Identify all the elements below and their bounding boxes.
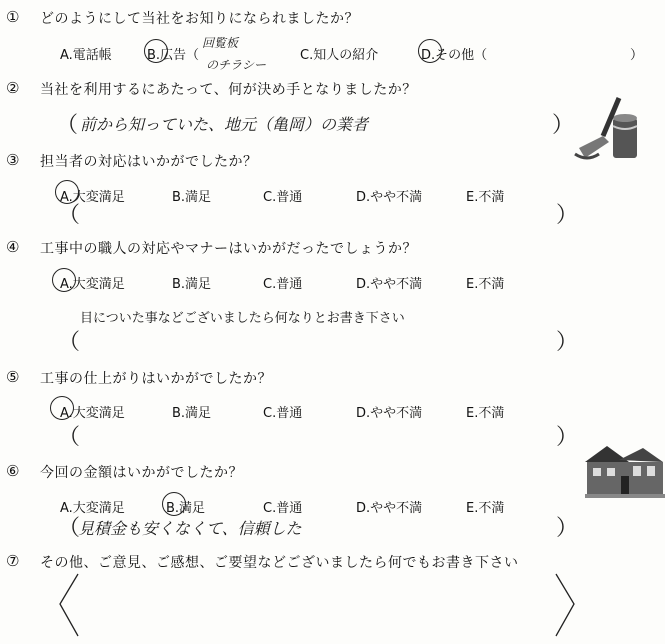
q4-number: ④ — [6, 238, 20, 256]
q6-handwritten-answer: 見積金も安くなくて、信頼した — [78, 519, 302, 538]
q4-comment-prompt: 目についた事などございましたら何なりとお書き下さい — [80, 311, 405, 326]
q5-option-a[interactable]: A.大変満足 — [60, 406, 125, 421]
q1-option-d[interactable]: D.その他（ — [421, 48, 488, 63]
q6-close-paren: ） — [556, 516, 579, 541]
q1-option-c[interactable]: C.知人の紹介 — [300, 48, 379, 63]
q7-number: ⑦ — [6, 552, 20, 570]
q3-option-a[interactable]: A.大変満足 — [60, 190, 125, 205]
q4-option-b[interactable]: B.満足 — [172, 277, 212, 292]
q5-open-paren: （ — [58, 425, 81, 450]
q1-option-a[interactable]: A.電話帳 — [60, 48, 112, 63]
q1-close-paren: ） — [630, 48, 644, 63]
q7-question: その他、ご意見、ご感想、ご要望などございましたら何でもお書き下さい — [40, 555, 519, 571]
q2-open-paren: （ — [56, 113, 79, 138]
q5-option-d[interactable]: D.やや不満 — [356, 406, 423, 421]
q3-option-b[interactable]: B.満足 — [172, 190, 212, 205]
q3-option-d[interactable]: D.やや不満 — [356, 190, 423, 205]
q5-close-paren: ） — [556, 425, 579, 450]
q6-option-b[interactable]: B.満足 — [166, 501, 206, 516]
q6-option-c[interactable]: C.普通 — [263, 501, 303, 516]
q4-option-e[interactable]: E.不満 — [466, 277, 505, 292]
q2-close-paren: ） — [552, 113, 575, 138]
q5-option-b[interactable]: B.満足 — [172, 406, 212, 421]
q6-option-e[interactable]: E.不満 — [466, 501, 505, 516]
q3-option-c[interactable]: C.普通 — [263, 190, 303, 205]
q3-number: ③ — [6, 151, 20, 169]
q4-option-c[interactable]: C.普通 — [263, 277, 303, 292]
q4-open-paren: （ — [58, 330, 81, 355]
q6-open-paren: （ — [58, 516, 81, 541]
q3-close-paren: ） — [556, 203, 579, 228]
q1-number: ① — [6, 8, 20, 26]
q6-option-d[interactable]: D.やや不満 — [356, 501, 423, 516]
q5-question: 工事の仕上がりはいかがでしたか？ — [40, 371, 272, 387]
q6-number: ⑥ — [6, 462, 20, 480]
q2-number: ② — [6, 79, 20, 97]
q6-option-a[interactable]: A.大変満足 — [60, 501, 125, 516]
q4-option-a[interactable]: A.大変満足 — [60, 277, 125, 292]
q3-question: 担当者の対応はいかがでしたか？ — [40, 154, 258, 170]
q1-question: どのようにして当社をお知りになられましたか？ — [40, 11, 359, 27]
q4-option-d[interactable]: D.やや不満 — [356, 277, 423, 292]
q2-handwritten-answer: 前から知っていた、地元（亀岡）の業者 — [80, 115, 369, 134]
q3-option-e[interactable]: E.不満 — [466, 190, 505, 205]
q4-question: 工事中の職人の対応やマナーはいかがだったでしょうか？ — [40, 241, 417, 257]
q4-close-paren: ） — [556, 330, 579, 355]
q5-number: ⑤ — [6, 368, 20, 386]
q1-handwritten-note-bottom: のチラシー — [206, 58, 267, 72]
q5-option-c[interactable]: C.普通 — [263, 406, 303, 421]
q5-option-e[interactable]: E.不満 — [466, 406, 505, 421]
q1-option-b[interactable]: B.広告（ — [147, 48, 200, 63]
q2-question: 当社を利用するにあたって、何が決め手となりましたか？ — [40, 82, 417, 98]
q1-handwritten-note-top: 回覧板 — [202, 36, 239, 50]
q6-question: 今回の金額はいかがでしたか？ — [40, 465, 243, 481]
q3-open-paren: （ — [58, 203, 81, 228]
